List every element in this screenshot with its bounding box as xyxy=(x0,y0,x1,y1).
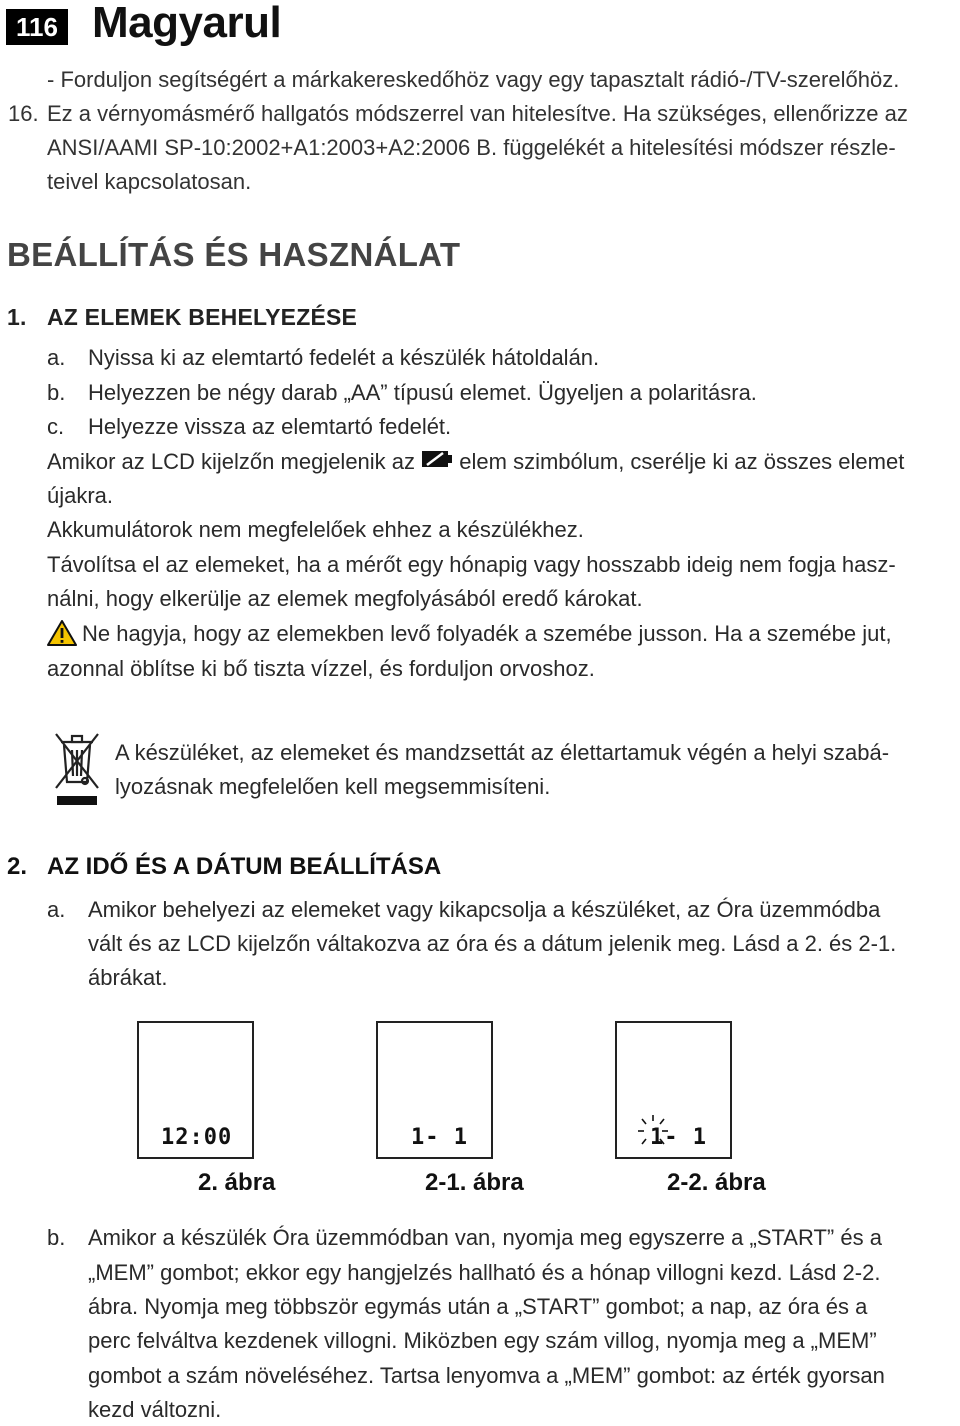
sec1-title: AZ ELEMEK BEHELYEZÉSE xyxy=(47,304,358,330)
lcd-figure-2-2 xyxy=(615,1021,732,1159)
caption-2-2: 2-2. ábra xyxy=(667,1169,766,1196)
lcd-figure-2 xyxy=(137,1021,254,1159)
sec2-a-line-2: vált és az LCD kijelzőn váltakozva az óra és a dátum jelenik meg. Lásd a 2. és 2-1. xyxy=(88,931,897,956)
sec1-b-label: b. xyxy=(47,380,66,405)
lcd-display-2-2: 1- 1 xyxy=(650,1125,707,1150)
sec1-number: 1. xyxy=(7,304,27,330)
sec2-b-line-2: „MEM” gombot; ekkor egy hangjelzés hallható és a hónap villogni kezd. Lásd 2-2. xyxy=(88,1260,881,1285)
sec2-b-line-3: ábra. Nyomja meg többször egymás után a „START” gombot; a nap, az óra és a xyxy=(88,1294,868,1319)
section-title: BEÁLLÍTÁS ÉS HASZNÁLAT xyxy=(7,236,461,273)
item-16-line-2: ANSI/AAMI SP-10:2002+A1:2003+A2:2006 B. függelékét a hitelesítési módszer részle- xyxy=(47,135,896,160)
page-number: 116 xyxy=(6,9,68,45)
item-16-number: 16. xyxy=(8,101,39,126)
sec2-b-line-4: perc felváltva kezdenek villogni. Miközben egy szám villog, nyomja meg a „MEM” xyxy=(88,1328,877,1353)
sec2-number: 2. xyxy=(7,853,28,880)
caption-2-1: 2-1. ábra xyxy=(425,1169,524,1196)
sec2-b-line-1: Amikor a készülék Óra üzemmódban van, nyomja meg egyszerre a „START” és a xyxy=(88,1225,882,1250)
sec2-b-label: b. xyxy=(47,1225,66,1250)
disposal-line-1: A készüléket, az elemeket és mandzsettát az élettartamuk végén a helyi szabá- xyxy=(115,740,890,765)
intro-line-1: - Forduljon segítségért a márkakereskedőhöz vagy egy tapasztalt rádió-/TV-szerelőhöz. xyxy=(47,67,900,92)
sec1-c-text: Helyezze vissza az elemtartó fedelét. xyxy=(88,414,452,439)
lcd-line-post: elem szimbólum, cserélje ki az összes elemet xyxy=(459,449,905,474)
low-battery-icon xyxy=(421,447,453,479)
lcd-display-2-1: 1- 1 xyxy=(411,1125,468,1150)
lcd-line-2: újakra. xyxy=(47,483,114,508)
lcd-display-2: 12:00 xyxy=(161,1125,233,1150)
warning-line-1: Ne hagyja, hogy az elemekben levő folyadék a szemébe jusson. Ha a szemébe jut, xyxy=(82,621,892,646)
sec2-title: AZ IDŐ ÉS A DÁTUM BEÁLLÍTÁSA xyxy=(47,853,442,880)
item-16-line-3: teivel kapcsolatosan. xyxy=(47,169,252,194)
sec2-a-line-1: Amikor behelyezi az elemeket vagy kikapcsolja a készüléket, az Óra üzemmódba xyxy=(88,897,881,922)
accu-note: Akkumulátorok nem megfelelőek ehhez a készülékhez. xyxy=(47,517,584,542)
sec2-a-line-3: ábrákat. xyxy=(88,965,168,990)
sec2-b-line-6: kezd változni. xyxy=(88,1397,222,1422)
sec1-a-label: a. xyxy=(47,345,66,370)
lcd-battery-line xyxy=(47,446,904,479)
lcd-figure-2-1 xyxy=(376,1021,493,1159)
item-16-line-1: Ez a vérnyomásmérő hallgatós módszerrel van hitelesítve. Ha szükséges, ellenőrizze az xyxy=(47,101,908,126)
sec1-a-text: Nyissa ki az elemtartó fedelét a készülék hátoldalán. xyxy=(88,345,600,370)
sec2-b-line-5: gombot a szám növeléséhez. Tartsa lenyomva a „MEM” gombot: az érték gyorsan xyxy=(88,1363,885,1388)
remove-line-2: nálni, hogy elkerülje az elemek megfolyásából eredő károkat. xyxy=(47,586,643,611)
sec1-c-label: c. xyxy=(47,414,65,439)
sec1-b-text: Helyezzen be négy darab „AA” típusú elemet. Ügyeljen a polaritásra. xyxy=(88,380,757,405)
crossed-out-bin-icon xyxy=(52,730,102,813)
remove-line-1: Távolítsa el az elemeket, ha a mérőt egy hónapig vagy hosszabb ideig nem fogja hasz- xyxy=(47,552,896,577)
sec2-a-label: a. xyxy=(47,897,66,922)
warning-line-2: azonnal öblítse ki bő tiszta vízzel, és forduljon orvoshoz. xyxy=(47,656,595,681)
lcd-line-pre: Amikor az LCD kijelzőn megjelenik az xyxy=(47,449,416,474)
page-title: Magyarul xyxy=(92,0,282,47)
caption-2: 2. ábra xyxy=(198,1169,276,1196)
disposal-line-2: lyozásnak megfelelően kell megsemmisíteni. xyxy=(115,774,551,799)
warning-triangle-icon xyxy=(47,619,77,651)
